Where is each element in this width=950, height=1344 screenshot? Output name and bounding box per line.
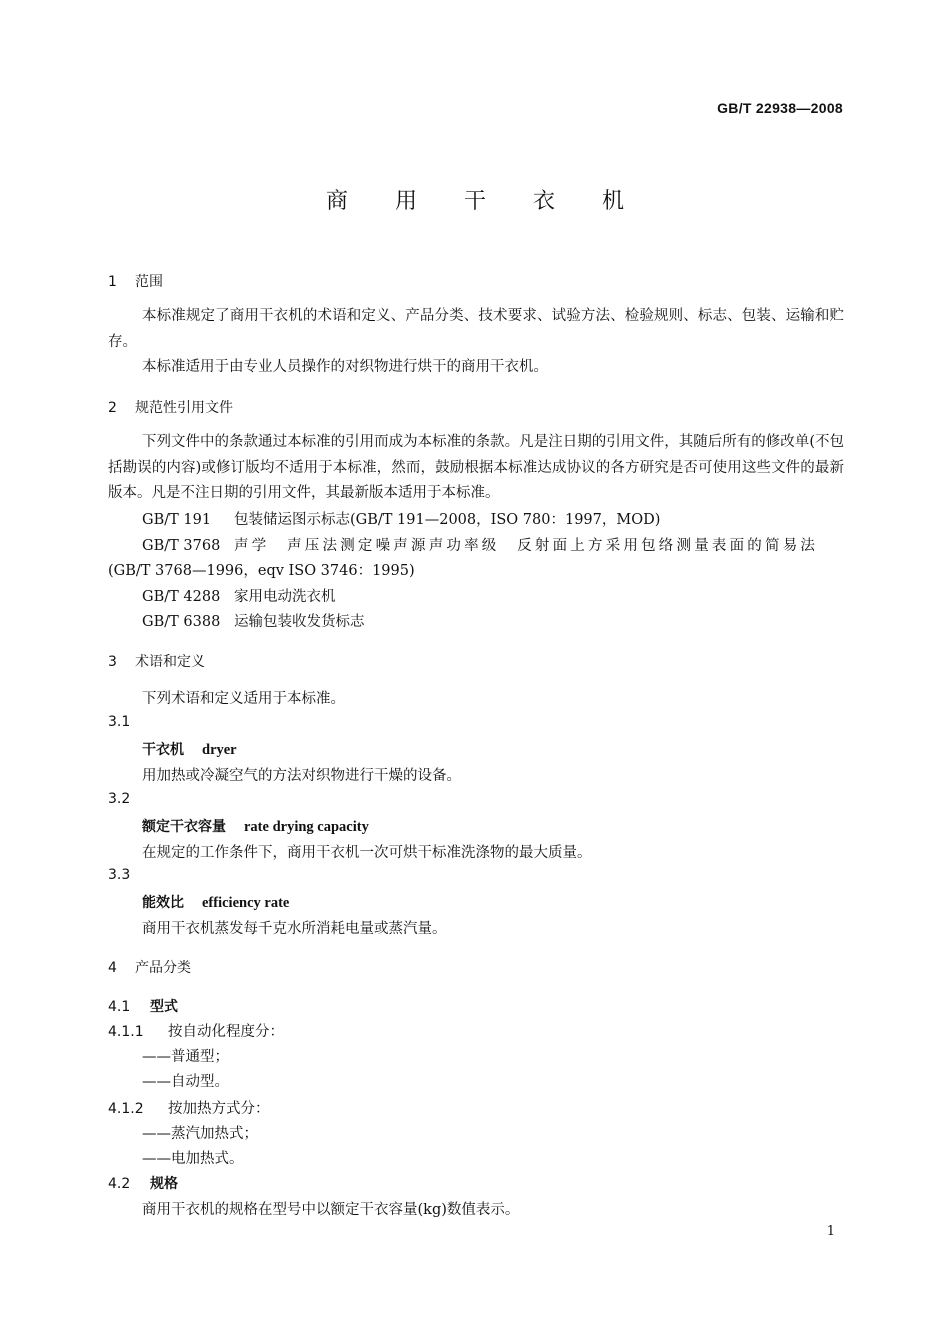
- term-zh: 能效比: [142, 895, 184, 911]
- section-3-intro: 下列术语和定义适用于本标准。: [142, 691, 345, 707]
- term-definition: 在规定的工作条件下，商用干衣机一次可烘干标准洗涤物的最大质量。: [142, 845, 592, 861]
- subsection-4-1-heading: [108, 996, 178, 1016]
- standard-code: GB/T 22938—2008: [717, 100, 843, 116]
- reference-continuation: (GB/T 3768—1996，eqv ISO 3746：1995): [108, 563, 415, 579]
- reference-item: [142, 534, 818, 555]
- section-number: 3: [108, 654, 117, 670]
- subsection-title: 型式: [150, 999, 178, 1015]
- reference-item: [142, 585, 336, 606]
- clause-number: 4.1.2: [108, 1101, 144, 1117]
- term-heading: [142, 816, 369, 836]
- reference-title: 家用电动洗衣机: [234, 589, 336, 605]
- clause-number: 4.1.1: [108, 1024, 144, 1040]
- page-title: 商 用 干 衣 机: [326, 189, 644, 214]
- reference-item: [142, 610, 365, 631]
- clause-number: 3.3: [108, 867, 131, 883]
- clause-text: 按自动化程度分：: [168, 1024, 284, 1040]
- section-number: 2: [108, 400, 117, 416]
- clause-number: 3.1: [108, 714, 131, 730]
- term-zh: 额定干衣容量: [142, 819, 226, 835]
- subsection-4-1-1: [108, 1020, 284, 1041]
- section-3-heading: [108, 651, 205, 671]
- section-2-paragraph-1: 下列文件中的条款通过本标准的引用而成为本标准的条款。凡是注日期的引用文件，其随后所有的修改单(不包括勘误的内容)或修订版均不适用于本标准，然而，鼓励根据本标准达成协议的各方研究是否可使用这些文件的最新版本。凡是不注日期的引用文件，其最新版本适用于本标准。: [108, 434, 844, 501]
- reference-title: 包装储运图示标志(GB/T 191—2008，ISO 780：1997，MOD): [234, 512, 661, 528]
- clause-text: 按加热方式分：: [168, 1101, 270, 1117]
- section-number: 1: [108, 274, 117, 290]
- subsection-title: 规格: [150, 1176, 178, 1192]
- section-1-paragraph-1: 本标准规定了商用干衣机的术语和定义、产品分类、技术要求、试验方法、检验规则、标志、包装、运输和贮存。: [108, 308, 844, 350]
- list-item: ——自动型。: [142, 1074, 229, 1090]
- term-en: efficiency rate: [202, 895, 290, 911]
- section-1-heading: [108, 271, 163, 291]
- reference-item: [142, 508, 660, 529]
- reference-code: GB/T 6388: [142, 614, 221, 630]
- section-title: 产品分类: [135, 960, 191, 976]
- reference-code: GB/T 4288: [142, 589, 221, 605]
- section-1-paragraph-2: 本标准适用于由专业人员操作的对织物进行烘干的商用干衣机。: [142, 359, 548, 375]
- term-definition: 商用干衣机蒸发每千克水所消耗电量或蒸汽量。: [142, 921, 447, 937]
- term-heading: [142, 739, 237, 759]
- reference-title: 声学 声压法测定噪声源声功率级 反射面上方采用包络测量表面的简易法: [234, 538, 819, 554]
- section-title: 术语和定义: [135, 654, 205, 670]
- section-title: 规范性引用文件: [135, 400, 233, 416]
- section-title: 范围: [135, 274, 163, 290]
- subsection-4-2-text: 商用干衣机的规格在型号中以额定干衣容量(kg)数值表示。: [142, 1202, 520, 1218]
- list-item: ——电加热式。: [142, 1151, 244, 1167]
- clause-number: 3.2: [108, 791, 131, 807]
- term-zh: 干衣机: [142, 742, 184, 758]
- term-heading: [142, 892, 289, 912]
- term-en: dryer: [202, 742, 237, 758]
- reference-code: GB/T 3768: [142, 538, 221, 554]
- list-item: ——蒸汽加热式；: [142, 1126, 258, 1142]
- term-definition: 用加热或冷凝空气的方法对织物进行干燥的设备。: [142, 768, 461, 784]
- subsection-4-2-heading: [108, 1173, 178, 1193]
- section-2-heading: [108, 397, 233, 417]
- section-number: 4: [108, 960, 117, 976]
- clause-number: 4.1: [108, 999, 131, 1015]
- term-en: rate drying capacity: [244, 819, 369, 835]
- section-4-heading: [108, 957, 191, 977]
- list-item: ——普通型；: [142, 1049, 229, 1065]
- clause-number: 4.2: [108, 1176, 131, 1192]
- page-number: 1: [826, 1224, 835, 1239]
- reference-title: 运输包装收发货标志: [234, 614, 365, 630]
- reference-code: GB/T 191: [142, 512, 212, 528]
- subsection-4-1-2: [108, 1097, 270, 1118]
